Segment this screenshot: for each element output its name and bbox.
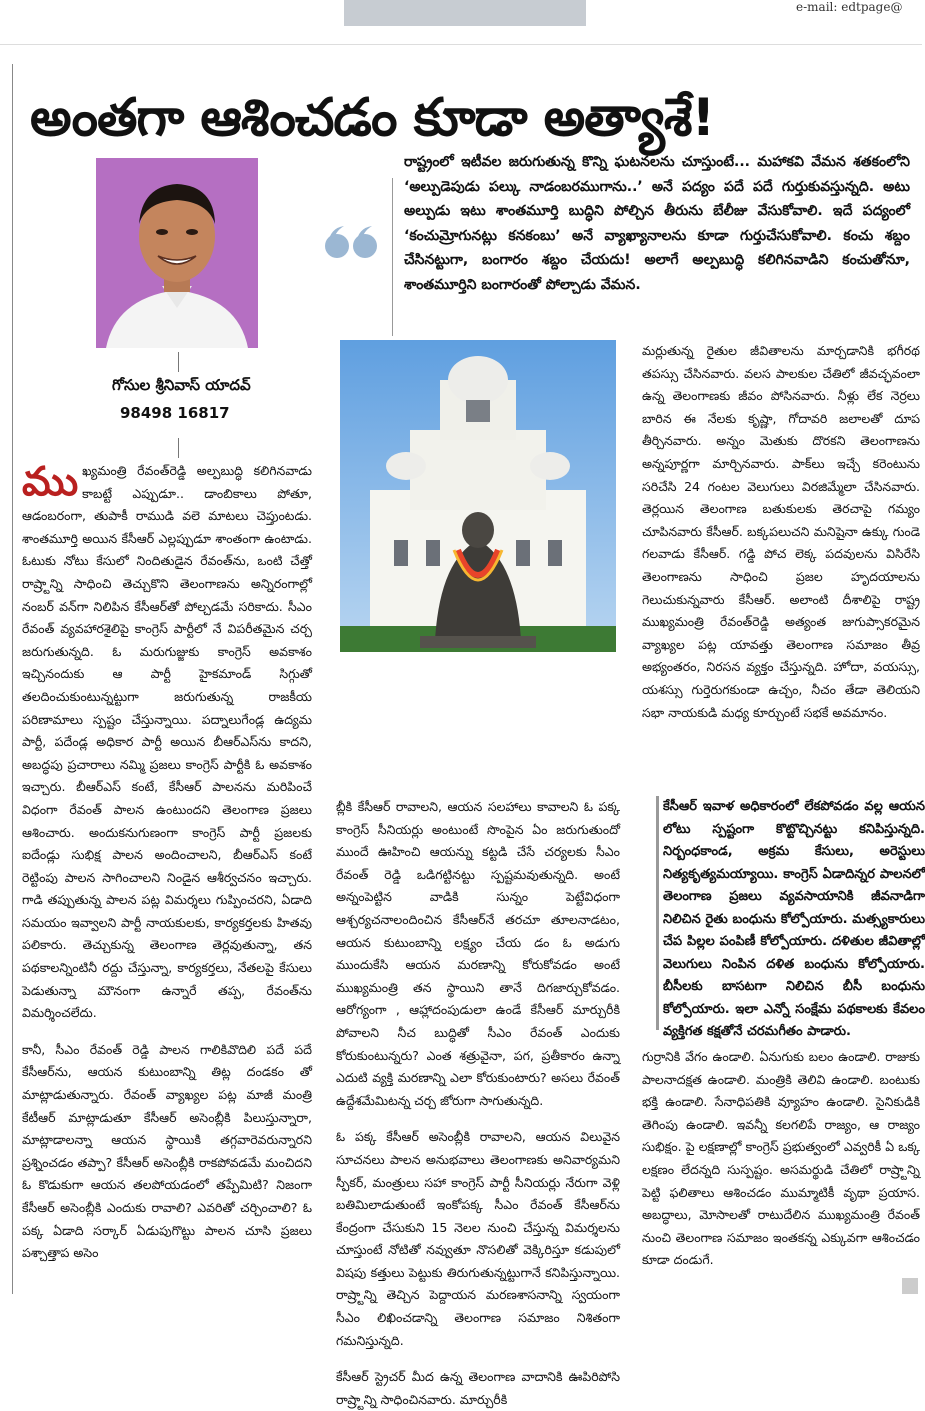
assembly-building-graphic <box>340 340 616 652</box>
page-corner-mark <box>902 1278 918 1294</box>
quote-mark-icon <box>322 222 382 262</box>
highlight-box: కేసీఆర్ ఇవాళ అధికారంలో లేకపోవడం వల్ల ఆయన లోటు స్పష్టంగా కొట్టొచ్చినట్టు కనిపిస్తున్నది. నిర్బంధకాండ, అక్రమ కేసులు, అరెస్టులు నిత్యకృత్యమయ్యాయి. కాంగ్రెస్ ఏడాదిన్నర పాలనలో తెలంగాణ ప్రజలు వ్యవసాయానికి జీవనాడిగా నిలిచిన రైతు బంధును కోల్పోయారు. మత్స్యకారులు చేప పిల్లల పంపిణీ కోల్పోయారు. దళితుల జీవితాల్లో వెలుగులు నింపిన దళిత బంధును కోల్పోయారు. బీసీలకు బాసటగా నిలిచిన బీసీ బంధును కోల్పోయారు. ఇలా ఎన్నో సంక్షేమ పథకాలకు కేవలం వ్యక్తిగత కక్షతోనే చరమగీతం పాడారు. <box>656 796 925 1030</box>
drop-cap: ము <box>22 459 79 505</box>
headline: అంతగా ఆశించడం కూడా అత్యాశే! <box>30 88 715 148</box>
article-column-2 <box>336 796 620 1407</box>
article-column-3-continued <box>642 1046 920 1296</box>
paragraph: గుర్రానికి వేగం ఉండాలి. ఏనుగుకు బలం ఉండాలి. రాజుకు పాలనాదక్షత ఉండాలి. మంత్రికి తెలివి ఉండాలి. బంటుకు భక్తి ఉండాలి. సేనాధిపతికి వ్యూహం ఉండాలి. సైనికుడికి తెగింపు ఉండాలి. ఇవన్నీ కలగలిపే రాజ్యం, ఆ రాజ్యం సుభిక్షం. పై లక్షణాల్లో కాంగ్రెస్ ప్రభుత్వంలో ఎవ్వరికీ ఏ ఒక్క లక్షణం లేదన్నది సుస్పష్టం. అసమర్థుడి చేతిలో రాష్ర్టాన్ని పెట్టి ఫలితాలు ఆశించడం ముమ్మాటికీ వృథా ప్రయాస. అబద్ధాలు, మోసాలతో రాటుదేలిన ముఖ్యమంత్రి రేవంత్ నుంచి తెలంగాణ సమాజం ఇంతకన్న ఎక్కువగా ఆశించడం కూడా దండుగే. <box>642 1049 920 1268</box>
byline-divider-bottom <box>178 438 179 458</box>
paragraph: బ్లీకి కేసీఆర్ రావాలని, ఆయన సలహాలు కావాలని ఓ పక్క కాంగ్రెస్ సీనియర్లు అంటుంటే సొంపైన ఏం జరుగుతుందో ముందే ఊహించి ఆయన్ను కట్టడి చేసే చర్యలకు సీఎం రేవంత్ రెడ్డి ఒడిగట్టినట్టు స్పష్టమవుతున్నది. అంటే అన్నంపెట్టిన వాడికి సున్నం పెట్టేవిధంగా ఆశ్చర్యచనాలందించిన కేసీఆర్‌నే తరచూ తూలనాడటం, ఆయన కుటుంబాన్ని లక్ష్యం చేయ డం ఓ అడుగు ముందుకేసి ఆయన మరణాన్ని కోరుకోవడం అంటే ముఖ్యమంత్రి తన స్థాయిని తానే దిగజార్చుకోవడం. ఆరోగ్యంగా , ఆహ్లాదంపుడులా ఉండే కేసీఆర్ మార్చురీకి పోవాలని నీచ బుద్ధితో సీఎం రేవంత్ ఎందుకు కోరుకుంటున్నరు? ఎంత శత్రువైనా, పగ, ప్రతీకారం ఉన్నా ఎదుటి వ్యక్తి మరణాన్ని ఎలా కోరుకుంటారు? అసలు రేవంత్ ఉద్దేశమేమిటన్న చర్చ జోరుగా సాగుతున్నది. <box>336 799 620 1108</box>
paragraph: కానీ, సీఎం రేవంత్ రెడ్డి పాలన గాలికివొదిలి పదే పదే కేసీఆర్‌ను, ఆయన కుటుంబాన్ని తిట్ల దండకం తో మాట్లాడుతున్నారు. రేవంత్ వ్యాఖ్యల పట్ల మాజీ మంత్రి కేటీఆర్ మాట్లాడుతూ కేసీఆర్ అసెంబ్లీకి పిలుస్తున్నారా, మాట్లాడాలన్నా ఆయన స్థాయికి తగ్గవారెవరున్నారని ప్రశ్నించడం తప్పా? కేసీఆర్ అసెంబ్లీకి రాకపోవడమే మంచిదని ఓ కొడుకుగా ఆయన తలపోయడంలో తప్పేమిటి? నిజంగా కేసీఆర్ అసెంబ్లీకి ఎందుకు రావాలి? ఎవరితో చర్చించాలి? ఓ పక్క ఏడాది సర్కార్ ఏడుపుగొట్టు పాలన చూసి ప్రజలు పశ్చాత్తాప అసెం <box>22 1041 312 1261</box>
pull-quote-rule <box>392 178 393 336</box>
author-portrait-graphic <box>96 158 258 348</box>
author-photo <box>96 158 258 348</box>
pull-quote: రాష్ట్రంలో ఇటీవల జరుగుతున్న కొన్ని ఘటనలను చూస్తుంటే... మహాకవి వేమన శతకంలోని ‘అల్పుడెపుడు పల్కు నాడంబరముగాను..’ అనే పద్యం పదే పదే గుర్తుకువస్తున్నది. అటు అల్పుడు ఇటు శాంతమూర్తి బుద్ధిని పోల్చిన తీరును బేలీజు వేసుకోవాలి. ఇదే పద్యంలో ‘కంచుమ్రోగునట్లు కనకంబు’ అనే వ్యాఖ్యానాలను కూడా గుర్తుచేసుకోవాలి. కంచు శబ్దం చేసినట్టుగా, బంగారం శబ్దం చేయదు! అలాగే అల్పబుద్ధి కలిగినవాడిని కంచుతోనూ, శాంతమూర్తిని బంగారంతో పోల్చాడు వేమన. <box>404 154 910 293</box>
left-margin-rule <box>12 64 13 1294</box>
top-color-strip <box>344 0 586 26</box>
email-text: e-mail: edtpage@ <box>796 0 903 14</box>
paragraph: కేసీఆర్ స్ట్రెచర్ మీద ఉన్న తెలంగాణ వాదానికి ఊపిరిపోసి రాష్ర్టాన్ని సాధించినవారు. మార్చురీకి <box>336 1369 620 1407</box>
author-phone: 98498 16817 <box>120 404 230 422</box>
article-column-1 <box>22 460 312 1295</box>
top-bar <box>0 0 922 45</box>
paragraph: మర్లుతున్న రైతుల జీవితాలను మార్చడానికి భగీరథ తపస్సు చేసినవారు. వలస పాలకుల చేతిలో జీవచ్ఛవంలా ఉన్న తెలంగాణకు జీవం పోసినవారు. నీళ్లు లేక నెర్రలు బారిన ఈ నేలకు కృష్ణా, గోదావరి జలాలతో దూప తీర్చినవారు. అన్నం మెతుకు దొరకని తెలంగాణను అన్నపూర్ణగా మార్చినవారు. పాక్‌లు ఇచ్చే కరెంటును సరిచేసి 24 గంటల వెలుగులు విరజిమ్మేలా చేసినవారు. తెర్లయిన తెలంగాణ బతుకులకు తెరచాపై గమ్యం చూపినవారు కేసీఆర్. బక్కపలుచని మనిషైనా ఉక్కు గుండె గలవాడు కేసీఆర్. గడ్డి పోచ లెక్క పదవులను విసిరేసి తెలంగాణను సాధించి ప్రజల హృదయాలను గెలుచుకున్నవారు కేసీఆర్. అలాంటి దీశాలిపై రాష్ట్ర ముఖ్యమంత్రి రేవంత్‌రెడ్డి అత్యంత జుగుప్సాకరమైన వ్యాఖ్యల పట్ల యావత్తు తెలంగాణ సమాజం తీవ్ర అభ్యంతరం, నిరసన వ్యక్తం చేస్తున్నది. హోదా, వయస్సు, యశస్సు గుర్తెరుగకుండా ఉచ్చం, నీచం తేడా తెలియని సభా నాయకుడి మధ్య కూర్చుంటే సభకే అవమానం. <box>642 343 920 720</box>
byline-divider-top <box>178 352 179 372</box>
paragraph: ఓ పక్క కేసీఆర్ అసెంబ్లీకి రావాలని, ఆయన విలువైన సూచనలు పాలన అనుభవాలు తెలంగాణకు అనివార్యమని స్పీకర్, మంత్రులు సహా కాంగ్రెస్ పార్టీ సీనియర్లు నేరుగా వెళ్లి బతిమిలాడుతుంటే ఇంకోపక్క సీఎం రేవంత్ కేసీఆర్‌ను కేంద్రంగా చేసుకుని 15 నెలల నుంచి చేస్తున్న విమర్శలను చూస్తుంటే నోటితో నవ్వుతూ నొసలితో వెక్కిరిస్తూ కడుపులో విషపు కత్తులు పెట్టుకు తిరుగుతున్నట్టుగానే కనిపిస్తున్నాయి. రాష్ర్టాన్ని తెచ్చిన పెద్దాయన మరణశాసనాన్ని స్వయంగా సీఎం లిఖించడాన్ని తెలంగాణ సమాజం నిశితంగా గమనిస్తున్నది. <box>336 1129 620 1348</box>
author-name: గోసుల శ్రీనివాస్ యాదవ్ <box>112 376 251 394</box>
assembly-photo <box>340 340 616 652</box>
paragraph <box>22 460 312 1025</box>
paragraph-text: ఖ్యమంత్రి రేవంత్‌రెడ్డి అల్పబుద్ధి కలిగినవాడు కాబట్టే ఎప్పుడూ.. డాంబికాలు పోతూ, ఆడంబరంగా, తుపాకీ రాముడి వలె మాటలు చెప్తుంటడు. శాంతమూర్తి అయిన కేసీఆర్ ఎల్లప్పుడూ శాంతంగా ఉంటాడు. ఓటుకు నోటు కేసులో నిందితుడైన రేవంత్‌ను, ఒంటి చేత్తో రాష్ర్టాన్ని సాధించి తెచ్చుకొని తెలంగాణను అన్నిరంగాల్లో నంబర్ వన్‌గా నిలిపిన కేసీఆర్‌తో పోల్చడమే సరికాదు. సీఎం రేవంత్ వ్యవహారశైలిపై కాంగ్రెస్ పార్టీలో నే విపరీతమైన చర్చ జరుగుతున్నది. ఓ మరుగుజ్జుకు కాంగ్రెస్ అవకాశం ఇచ్చినందుకు ఆ పార్టీ హైకమాండ్ సిగ్గుతో తలదించుకుంటున్నట్టుగా జరుగుతున్న రాజకీయ పరిణామాలు స్పష్టం చేస్తున్నాయి. పద్నాలుగేండ్ల ఉద్యమ పార్టీ, పదేండ్ల అధికార పార్టీ అయిన బీఆర్‌ఎస్‌ను కాదని, అబద్ధపు ప్రచారాలు నమ్మి ప్రజలు కాంగ్రెస్ పార్టీకి ఓ అవకాశం ఇచ్చారు. బీఆర్‌ఎస్ కంటే, కేసీఆర్ పాలనను మరిపించే విధంగా రేవంత్ పాలన ఉంటుందని తెలంగాణ ప్రజలు ఆశించారు. అందుకనుగుణంగా కాంగ్రెస్ పార్టీ ప్రజలకు ఐదేండ్లు సుభిక్ష పాలన అందించాలని, బీఆర్‌ఎస్ కంటే రెట్టింపు పాలన సాగించాలని నిండైన ఆశీర్వచనం ఇచ్చారు. గాడి తప్పుతున్న పాలన పట్ల విమర్శలు గుప్పించరని, ఏడాది సమయం ఇవ్వాలని పార్టీ నాయకులకు, కార్యకర్తలకు హితవు పలికారు. తెచ్చుకున్న తెలంగాణ తెర్లవుతున్నా, తన పథకాలన్నింటినీ రద్దు చేస్తున్నా, కార్యకర్తలు, నేతలపై కేసులు పెడుతున్నా మౌనంగా ఉన్నారే తప్ప, రేవంత్‌ను విమర్శించలేదు. <box>22 463 312 1021</box>
article-column-3 <box>642 340 920 780</box>
